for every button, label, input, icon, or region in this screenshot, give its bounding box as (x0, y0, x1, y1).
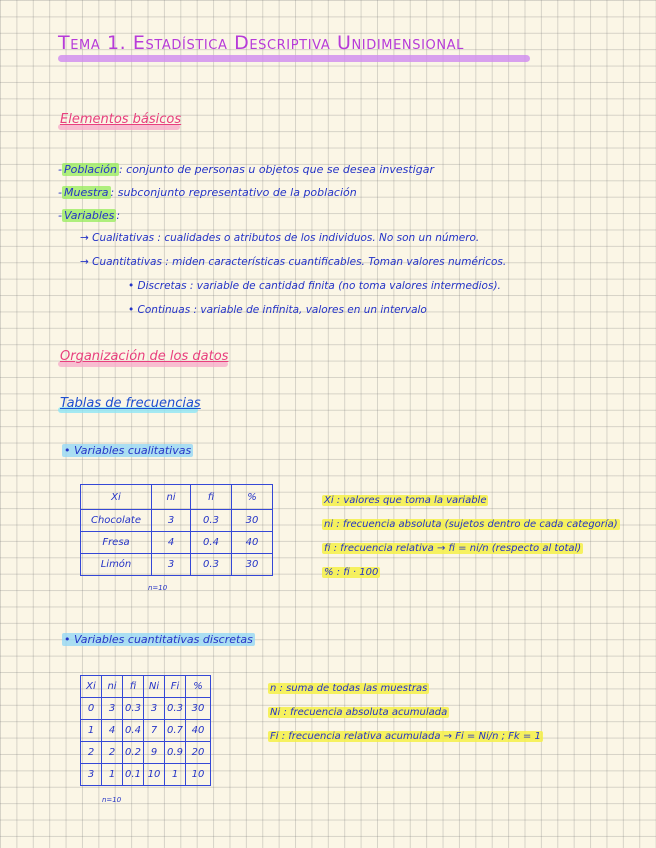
qualitative-frequency-table (80, 484, 273, 576)
table-cell: 2 (81, 742, 102, 764)
quantitative-n-note: n=10 (102, 796, 122, 804)
table-header: Ni (144, 676, 165, 698)
table-row (81, 764, 211, 786)
table-cell: 0 (81, 698, 102, 720)
legend-Ni: Ni : frecuencia absoluta acumulada (270, 707, 448, 718)
table-header: fi (191, 485, 232, 510)
legend-ni: ni : frecuencia absoluta (sujetos dentro de cada categoría) (324, 519, 618, 530)
table-cell: 0.3 (191, 510, 232, 532)
table-row (81, 510, 273, 532)
table-header: Xi (81, 485, 152, 510)
poblacion-line: - Población : conjunto de personas u objetos que se desea investigar (58, 163, 434, 176)
legend-n: n : suma de todas las muestras (270, 683, 428, 694)
table-cell: 10 (186, 764, 211, 786)
poblacion-definition: : conjunto de personas u objetos que se desea investigar (118, 163, 434, 176)
variables-line: - Variables : (58, 209, 121, 222)
table-cell: 4 (102, 720, 123, 742)
page-title: Tema 1. Estadística Descriptiva Unidimensional (58, 32, 464, 54)
muestra-term: Muestra (63, 186, 109, 199)
table-cell: 0.4 (191, 532, 232, 554)
table-row (81, 742, 211, 764)
table-row (81, 554, 273, 576)
table-cell: Chocolate (81, 510, 152, 532)
table-header: Fi (165, 676, 186, 698)
table-cell: 1 (165, 764, 186, 786)
table-header: ni (102, 676, 123, 698)
table-row (81, 532, 273, 554)
table-cell: 3 (102, 698, 123, 720)
cuantitativas-line: → Cuantitativas : miden características cuantificables. Toman valores numéricos. (80, 256, 507, 268)
qualitative-label: • Variables cualitativas (64, 444, 192, 457)
quantitative-label: • Variables cuantitativas discretas (64, 633, 253, 646)
table-cell: 30 (232, 510, 273, 532)
table-cell: 30 (232, 554, 273, 576)
table-cell: 0.1 (123, 764, 144, 786)
table-header: % (186, 676, 211, 698)
heading-organizacion: Organización de los datos (60, 349, 229, 364)
table-cell: 4 (152, 532, 191, 554)
heading-elementos-basicos: Elementos básicos (60, 112, 182, 127)
quantitative-frequency-table (80, 675, 211, 786)
table-cell: 3 (144, 698, 165, 720)
table-cell: 0.3 (123, 698, 144, 720)
table-cell: 0.9 (165, 742, 186, 764)
table-cell: 3 (152, 510, 191, 532)
variables-term: Variables (63, 209, 115, 222)
table-cell: 3 (152, 554, 191, 576)
table-cell: 30 (186, 698, 211, 720)
table-header: fi (123, 676, 144, 698)
table-cell: Fresa (81, 532, 152, 554)
continuas-line: • Continuas : variable de infinita, valores en un intervalo (128, 304, 427, 316)
discretas-line: • Discretas : variable de cantidad finita (no toma valores intermedios). (128, 280, 501, 292)
table-header-row (81, 485, 273, 510)
table-cell: 1 (81, 720, 102, 742)
qualitative-n-note: n=10 (148, 584, 168, 592)
table-cell: 1 (102, 764, 123, 786)
table-cell: 0.2 (123, 742, 144, 764)
table-cell: 0.3 (191, 554, 232, 576)
table-cell: 0.3 (165, 698, 186, 720)
title-highlight (58, 55, 530, 62)
table-cell: 0.4 (123, 720, 144, 742)
table-cell: 7 (144, 720, 165, 742)
table-header-row (81, 676, 211, 698)
table-cell: 40 (232, 532, 273, 554)
legend-Fi: Fi : frecuencia relativa acumulada → Fi = Ni/n ; Fk = 1 (270, 731, 541, 742)
table-cell: 2 (102, 742, 123, 764)
table-cell: 40 (186, 720, 211, 742)
table-header: ni (152, 485, 191, 510)
table-header: Xi (81, 676, 102, 698)
muestra-definition: : subconjunto representativo de la población (110, 186, 357, 199)
table-cell: Limón (81, 554, 152, 576)
subheading-tablas-frecuencias: Tablas de frecuencias (60, 396, 201, 411)
poblacion-term: Población (63, 163, 117, 176)
table-cell: 3 (81, 764, 102, 786)
legend-percent: % : fi · 100 (324, 567, 379, 578)
table-cell: 0.7 (165, 720, 186, 742)
table-cell: 20 (186, 742, 211, 764)
legend-xi: Xi : valores que toma la variable (324, 495, 487, 506)
variables-colon: : (116, 209, 121, 222)
table-header: % (232, 485, 273, 510)
cualitativas-line: → Cualitativas : cualidades o atributos de los individuos. No son un número. (80, 232, 480, 244)
table-cell: 9 (144, 742, 165, 764)
table-row (81, 720, 211, 742)
legend-fi: fi : frecuencia relativa → fi = ni/n (respecto al total) (324, 543, 582, 554)
muestra-line: - Muestra : subconjunto representativo de la población (58, 186, 357, 199)
table-row (81, 698, 211, 720)
table-cell: 10 (144, 764, 165, 786)
